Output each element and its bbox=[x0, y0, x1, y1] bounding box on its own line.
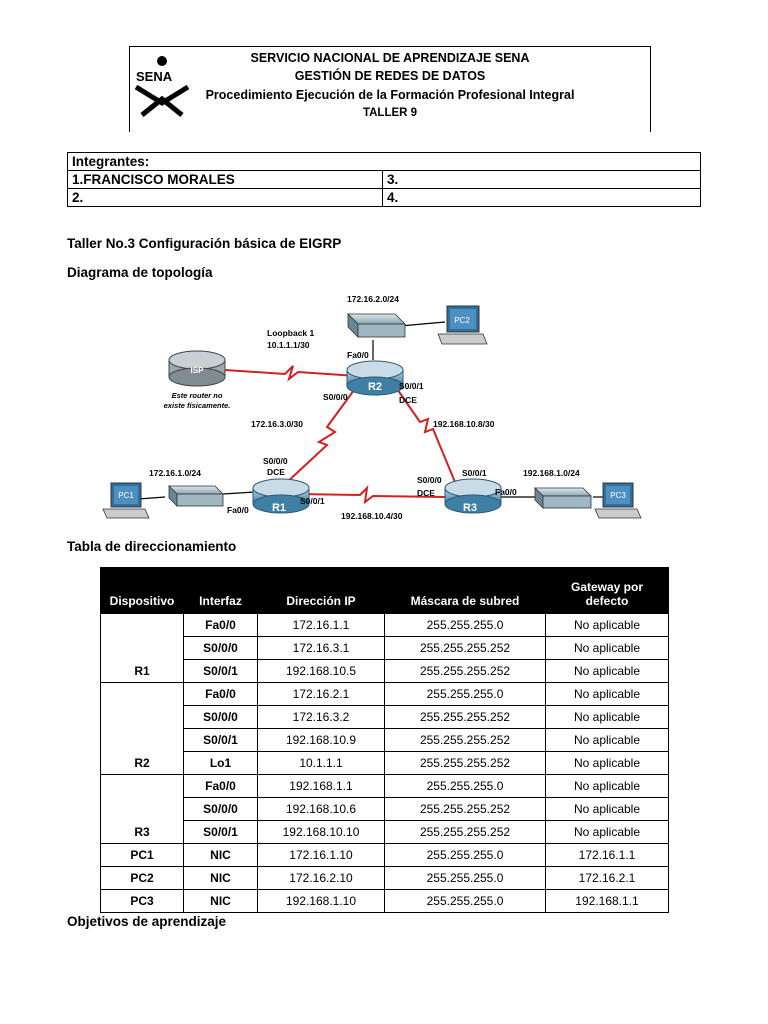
gateway-cell: No aplicable bbox=[546, 775, 669, 798]
pc3-label: PC3 bbox=[610, 491, 626, 500]
member-4: 4. bbox=[383, 189, 701, 207]
r3-label: R3 bbox=[462, 502, 478, 514]
device-cell: R2 bbox=[101, 683, 184, 775]
col-header-device: Dispositivo bbox=[101, 568, 184, 614]
r2-dce-label: DCE bbox=[399, 395, 417, 405]
mask-cell: 255.255.255.0 bbox=[385, 614, 546, 637]
pc3-icon bbox=[595, 483, 641, 518]
pc2-label: PC2 bbox=[454, 316, 470, 325]
r1-s000-label: S0/0/0 bbox=[263, 456, 288, 466]
switch-top-icon bbox=[348, 314, 405, 337]
ip-cell: 172.16.3.2 bbox=[258, 706, 385, 729]
table-row bbox=[101, 867, 669, 890]
table-row bbox=[101, 706, 669, 729]
net-left-label: 172.16.3.0/30 bbox=[251, 419, 303, 429]
switch-right-icon bbox=[535, 488, 591, 508]
r2-s001-label: S0/0/1 bbox=[399, 381, 424, 391]
table-row bbox=[101, 844, 669, 867]
interface-cell: Fa0/0 bbox=[184, 683, 258, 706]
r3-fa-label: Fa0/0 bbox=[495, 487, 517, 497]
net-bottom-label: 192.168.10.4/30 bbox=[341, 511, 403, 521]
table-row bbox=[101, 821, 669, 844]
table-row bbox=[101, 775, 669, 798]
mask-cell: 255.255.255.252 bbox=[385, 821, 546, 844]
r1-label: R1 bbox=[271, 502, 287, 514]
isp-label: ISP bbox=[190, 366, 204, 375]
ip-cell: 172.16.3.1 bbox=[258, 637, 385, 660]
r2-s000-label: S0/0/0 bbox=[323, 392, 348, 402]
ip-cell: 10.1.1.1 bbox=[258, 752, 385, 775]
gateway-cell: 192.168.1.1 bbox=[546, 890, 669, 913]
interface-cell: S0/0/0 bbox=[184, 798, 258, 821]
device-cell: PC2 bbox=[101, 867, 184, 890]
table-row bbox=[101, 798, 669, 821]
table-row bbox=[101, 660, 669, 683]
header-line-1: SERVICIO NACIONAL DE APRENDIZAJE SENA bbox=[250, 51, 530, 65]
r1-dce-label: DCE bbox=[267, 467, 285, 477]
member-1: 1.FRANCISCO MORALES bbox=[68, 171, 383, 189]
interface-cell: S0/0/1 bbox=[184, 729, 258, 752]
ip-cell: 172.16.1.10 bbox=[258, 844, 385, 867]
device-cell: PC3 bbox=[101, 890, 184, 913]
loopback-ip-label: 10.1.1.1/30 bbox=[267, 340, 310, 350]
col-header-mask: Máscara de subred bbox=[385, 568, 546, 614]
pc1-label: PC1 bbox=[118, 491, 134, 500]
gateway-cell: No aplicable bbox=[546, 637, 669, 660]
r3-s001-label: S0/0/1 bbox=[462, 468, 487, 478]
table-row bbox=[101, 683, 669, 706]
r2-fa-label: Fa0/0 bbox=[347, 350, 369, 360]
mask-cell: 255.255.255.252 bbox=[385, 798, 546, 821]
table-row bbox=[101, 729, 669, 752]
mask-cell: 255.255.255.0 bbox=[385, 890, 546, 913]
isp-note-2: existe físicamente. bbox=[163, 401, 231, 410]
ip-cell: 172.16.1.1 bbox=[258, 614, 385, 637]
diagram-title: Diagrama de topología bbox=[67, 265, 213, 280]
r3-dce-label: DCE bbox=[417, 488, 435, 498]
ip-cell: 192.168.10.5 bbox=[258, 660, 385, 683]
gateway-cell: No aplicable bbox=[546, 798, 669, 821]
member-3: 3. bbox=[383, 171, 701, 189]
members-label: Integrantes: bbox=[68, 153, 701, 171]
pc2-icon bbox=[438, 306, 487, 344]
ip-cell: 192.168.1.1 bbox=[258, 775, 385, 798]
gateway-cell: No aplicable bbox=[546, 683, 669, 706]
ip-cell: 172.16.2.10 bbox=[258, 867, 385, 890]
device-cell: R3 bbox=[101, 775, 184, 844]
interface-cell: S0/0/0 bbox=[184, 706, 258, 729]
table-row bbox=[101, 890, 669, 913]
isp-note-1: Este router no bbox=[171, 391, 223, 400]
interface-cell: S0/0/0 bbox=[184, 637, 258, 660]
addressing-table bbox=[100, 567, 669, 913]
table-row bbox=[101, 637, 669, 660]
gateway-cell: No aplicable bbox=[546, 614, 669, 637]
interface-cell: S0/0/1 bbox=[184, 660, 258, 683]
r1-s001-label: S0/0/1 bbox=[300, 496, 325, 506]
mask-cell: 255.255.255.252 bbox=[385, 637, 546, 660]
gateway-cell: 172.16.1.1 bbox=[546, 844, 669, 867]
col-header-interface: Interfaz bbox=[184, 568, 258, 614]
objectives-title: Objetivos de aprendizaje bbox=[67, 914, 227, 929]
mask-cell: 255.255.255.0 bbox=[385, 683, 546, 706]
sena-logo-text: SENA bbox=[136, 69, 173, 84]
loopback-label: Loopback 1 bbox=[267, 328, 315, 338]
mask-cell: 255.255.255.252 bbox=[385, 752, 546, 775]
ip-cell: 192.168.10.9 bbox=[258, 729, 385, 752]
topology-diagram bbox=[95, 282, 675, 527]
mask-cell: 255.255.255.252 bbox=[385, 706, 546, 729]
col-header-ip: Dirección IP bbox=[258, 568, 385, 614]
mask-cell: 255.255.255.252 bbox=[385, 660, 546, 683]
interface-cell: Fa0/0 bbox=[184, 775, 258, 798]
document-header bbox=[129, 46, 651, 132]
members-table bbox=[67, 152, 701, 207]
mask-cell: 255.255.255.0 bbox=[385, 775, 546, 798]
net-top-label: 172.16.2.0/24 bbox=[347, 294, 399, 304]
interface-cell: S0/0/1 bbox=[184, 821, 258, 844]
net-pc3-label: 192.168.1.0/24 bbox=[523, 468, 580, 478]
table-row bbox=[101, 614, 669, 637]
r3-s000-label: S0/0/0 bbox=[417, 475, 442, 485]
gateway-cell: No aplicable bbox=[546, 729, 669, 752]
interface-cell: NIC bbox=[184, 844, 258, 867]
gateway-cell: No aplicable bbox=[546, 706, 669, 729]
ip-cell: 192.168.10.10 bbox=[258, 821, 385, 844]
gateway-cell: No aplicable bbox=[546, 752, 669, 775]
interface-cell: Lo1 bbox=[184, 752, 258, 775]
taller-title: Taller No.3 Configuración básica de EIGRP bbox=[67, 236, 342, 251]
interface-cell: NIC bbox=[184, 890, 258, 913]
ip-cell: 192.168.10.6 bbox=[258, 798, 385, 821]
header-line-2: GESTIÓN DE REDES DE DATOS bbox=[294, 69, 486, 83]
r1-fa-label: Fa0/0 bbox=[227, 505, 249, 515]
gateway-cell: No aplicable bbox=[546, 660, 669, 683]
mask-cell: 255.255.255.0 bbox=[385, 844, 546, 867]
device-cell: PC1 bbox=[101, 844, 184, 867]
ip-cell: 192.168.1.10 bbox=[258, 890, 385, 913]
pc1-icon bbox=[103, 483, 149, 518]
mask-cell: 255.255.255.252 bbox=[385, 729, 546, 752]
gateway-cell: 172.16.2.1 bbox=[546, 867, 669, 890]
table-row bbox=[101, 752, 669, 775]
net-pc1-label: 172.16.1.0/24 bbox=[149, 468, 201, 478]
col-header-gateway: Gateway por defecto bbox=[546, 568, 669, 614]
interface-cell: NIC bbox=[184, 867, 258, 890]
gateway-cell: No aplicable bbox=[546, 821, 669, 844]
member-2: 2. bbox=[68, 189, 383, 207]
ip-cell: 172.16.2.1 bbox=[258, 683, 385, 706]
switch-left-icon bbox=[169, 486, 223, 506]
device-cell: R1 bbox=[101, 614, 184, 683]
mask-cell: 255.255.255.0 bbox=[385, 867, 546, 890]
r2-label: R2 bbox=[367, 381, 383, 393]
table-title: Tabla de direccionamiento bbox=[67, 539, 237, 554]
header-line-3: Procedimiento Ejecución de la Formación Profesional Integral bbox=[205, 88, 575, 102]
table-header-row bbox=[101, 568, 669, 614]
interface-cell: Fa0/0 bbox=[184, 614, 258, 637]
net-right-label: 192.168.10.8/30 bbox=[433, 419, 495, 429]
header-line-4: TALLER 9 bbox=[362, 107, 418, 119]
